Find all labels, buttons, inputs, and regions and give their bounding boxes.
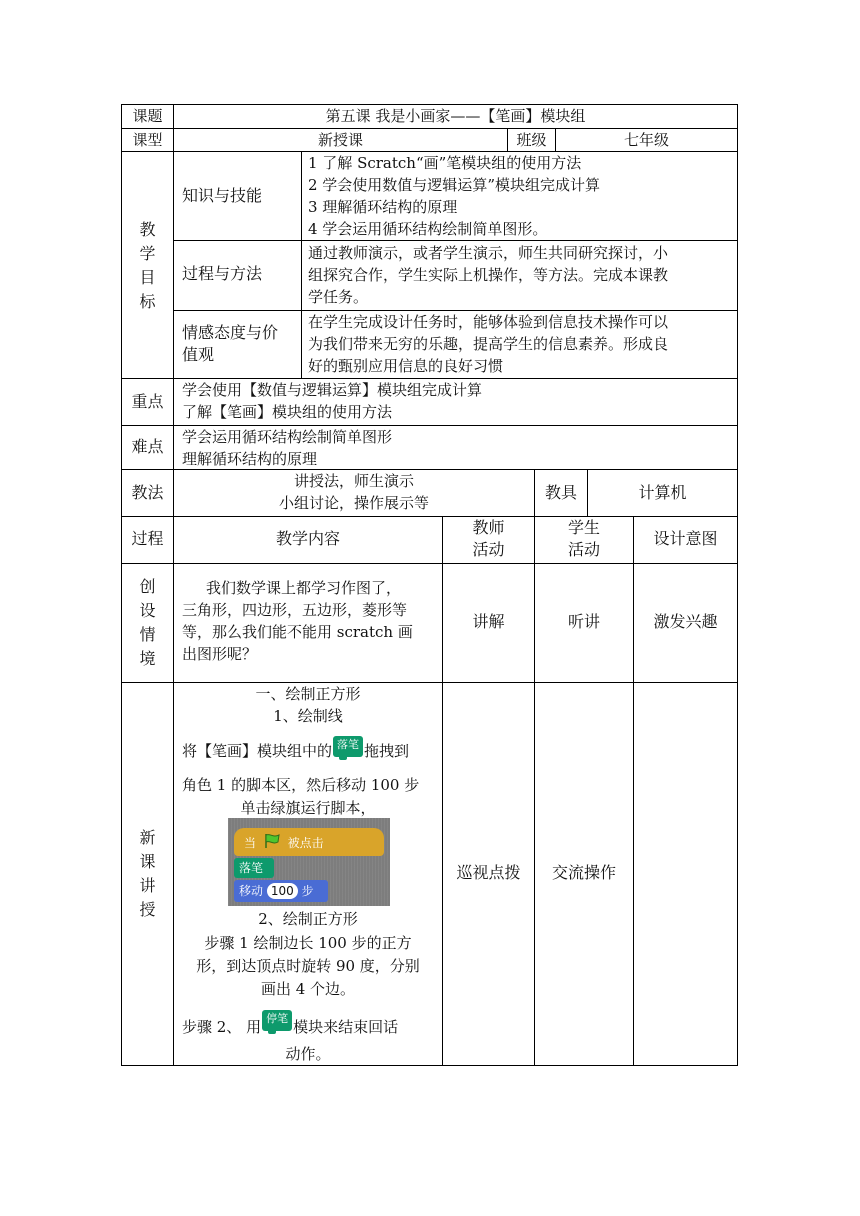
goal-attitude-label: 情感态度与价 值观 [182, 323, 279, 364]
method-label: 教法 [131, 483, 164, 502]
stage1-teacher: 讲解 [472, 612, 505, 631]
col-teacher: 教师 活动 [472, 518, 505, 559]
class-value: 七年级 [623, 131, 669, 149]
key-points-text: 学会使用【数值与逻辑运算】模块组完成计算 了解【笔画】模块组的使用方法 [182, 381, 483, 421]
goals-label: 教 学 目 标 [139, 220, 156, 311]
stage2-student: 交流操作 [551, 863, 616, 882]
col-intent: 设计意图 [653, 529, 718, 548]
move-steps-value: 100 [267, 883, 298, 899]
stage2-heading2: 1、绘制线 [273, 707, 343, 725]
stage2-teacher: 巡视点拨 [456, 863, 521, 882]
tool-value: 计算机 [638, 483, 687, 502]
stage2-step2-line1: 步骤 2、 用 停笔 模块来结束回话 [182, 1011, 399, 1036]
label-type: 课型 [132, 131, 163, 149]
stage1-student: 听讲 [567, 612, 600, 631]
goal-process-label: 过程与方法 [182, 264, 263, 283]
goal-knowledge-label: 知识与技能 [182, 186, 263, 205]
stage2-step1: 步骤 1 绘制边长 100 步的正方 形，到达顶点时旋转 90 度，分别 画出 4 个边。 [196, 934, 420, 998]
goal-attitude-text: 在学生完成设计任务时，能够体验到信息技术操作可以 为我们带来无穷的乐趣，提高学生的信息素养。形成良 好的甄别应用信息的良好习惯 [308, 313, 669, 375]
key-points-label: 重点 [131, 392, 164, 411]
col-content: 教学内容 [275, 529, 340, 548]
move-steps-block: 移动 100 步 [234, 880, 328, 902]
stage2-para1-line1: 将【笔画】模块组中的 落笔 拖拽到 [182, 737, 410, 760]
tool-label: 教具 [544, 483, 577, 502]
scratch-script-image [228, 818, 390, 906]
lesson-title: 第五课 我是小画家——【笔画】模块组 [325, 107, 586, 125]
goal-knowledge-text: 1 了解 Scratch“画”笔模块组的使用方法 2 学会使用数值与逻辑运算”模块组完成计算 3 理解循环结构的原理 4 学会运用循环结构绘制简单图形。 [308, 154, 600, 238]
stage2-label: 新 课 讲 授 [139, 828, 156, 919]
label-class: 班级 [516, 131, 547, 149]
stage2-heading3: 2、绘制正方形 [258, 910, 358, 928]
green-flag-icon [263, 833, 281, 849]
stage2-step2-line2: 动作。 [285, 1045, 331, 1063]
col-student: 学生 活动 [567, 518, 600, 559]
difficulties-label: 难点 [131, 437, 164, 456]
stage1-label: 创 设 情 境 [139, 577, 156, 668]
goal-process-text: 通过教师演示，或者学生演示，师生共同研究探讨，小 组探究合作，学生实际上机操作，等方法。完成本课教 学任务。 [308, 244, 669, 306]
pen-down-block-icon: 落笔 [333, 736, 363, 757]
stage1-intent: 激发兴趣 [653, 612, 718, 631]
stage2-heading1: 一、绘制正方形 [255, 685, 361, 703]
label-topic: 课题 [132, 107, 163, 125]
stage1-content: 我们数学课上都学习作图了， 三角形，四边形，五边形，菱形等 等，那么我们能不能用 scratch 画 出图形呢？ [182, 579, 413, 663]
lesson-type: 新授课 [317, 131, 363, 149]
when-flag-clicked-block: 当 被点击 [234, 828, 384, 856]
col-process: 过程 [131, 529, 164, 548]
stage2-para1-line2: 角色 1 的脚本区，然后移动 100 步 [182, 776, 420, 794]
stage2-para1-line3: 单击绿旗运行脚本， [240, 799, 376, 817]
pen-down-block: 落笔 [234, 858, 274, 878]
difficulties-text: 学会运用循环结构绘制简单图形 理解循环结构的原理 [182, 428, 393, 468]
pen-up-block-icon: 停笔 [262, 1010, 292, 1031]
method-text: 讲授法，师生演示 小组讨论，操作展示等 [278, 472, 429, 512]
